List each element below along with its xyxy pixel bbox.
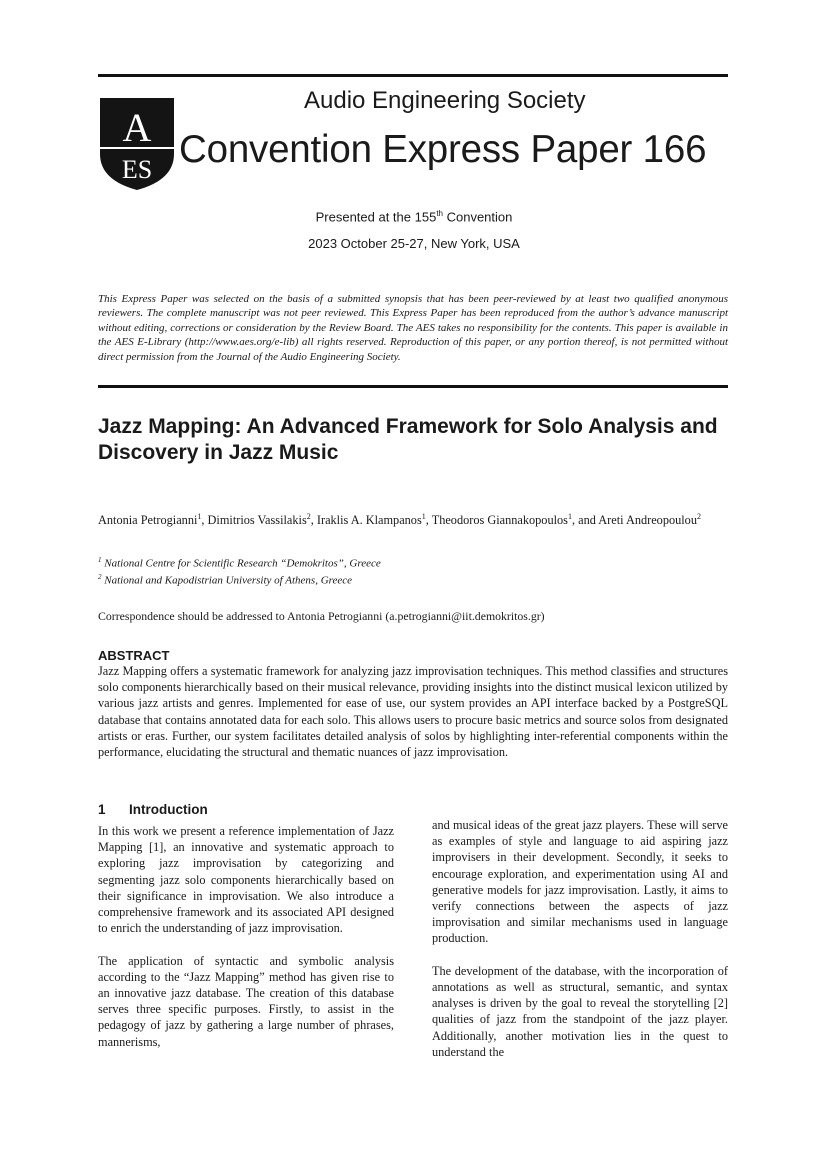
top-rule (98, 74, 728, 77)
author-affiliation-marker: 2 (696, 512, 701, 521)
author-affiliation-marker: 1 (567, 512, 572, 521)
affiliation-1: $^1$ National Centre for Scientific Research “Demokritos”, Greece (98, 556, 381, 570)
author-separator: , (425, 513, 432, 528)
society-name: Audio Engineering Society (304, 87, 586, 114)
section-heading-introduction: 1 Introduction (98, 802, 208, 817)
author-name: Dimitrios Vassilakis (207, 513, 307, 528)
paragraph: and musical ideas of the great jazz players. These will serve as examples of style and language to aid aspiring jazz improvisers in their development. Secondly, it seeks to encourage exploration, and experimentation using AI and generative models for jazz improvisation. Lastly, it aims to verify connections between the aspects of jazz improvisation and similar mechanisms used in language production. (432, 818, 728, 946)
author-separator: , (201, 513, 208, 528)
author-affiliation-marker: 1 (197, 512, 202, 521)
left-column (98, 823, 394, 1066)
abstract-heading: ABSTRACT (98, 648, 170, 663)
header-bottom-rule (98, 385, 728, 388)
express-paper-disclaimer: This Express Paper was selected on the basis of a submitted synopsis that has been peer-reviewed by at least two qualified anonymous reviewers. The complete manuscript was not peer reviewed. This Express Paper has been reproduced from the author’s advance manuscript without editing, corrections or consideration by the Review Board. The AES takes no responsibility for the contents. This paper is available in the AES E-Library (http://www.aes.org/e-lib) all rights reserved. Reproduction of this paper, or any portion thereof, is not permitted without direct permission from the Journal of the Audio Engineering Society. (98, 293, 728, 363)
convention-paper-title: Convention Express Paper 166 (179, 128, 707, 171)
affiliation-2: $^2$ National and Kapodistrian University of Athens, Greece (98, 573, 353, 587)
logo-top-letter: A (122, 105, 152, 150)
author-name: Antonia Petrogianni (98, 513, 198, 528)
convention-dates: 2023 October 25-27, New York, USA (308, 236, 520, 251)
correspondence-note: Correspondence should be addressed to Antonia Petrogianni (a.petrogianni@iit.demokritos.gr) (98, 609, 545, 623)
right-column (432, 817, 728, 1076)
author-affiliation-marker: 2 (306, 512, 311, 521)
author-separator: , and (571, 513, 599, 528)
paragraph: In this work we present a reference implementation of Jazz Mapping [1], an innovative and systematic approach to exploring jazz improvisation by categorizing and segmenting jazz solo components hierarchically based on their significance in improvisation. We also introduce a comprehensive framework and its associated API designed to enrich the understanding of jazz improvisation. (98, 824, 394, 936)
author-list (98, 508, 728, 529)
logo-bottom-letters: ES (121, 155, 153, 184)
author-separator: , (310, 513, 317, 528)
paragraph: The development of the database, with the incorporation of annotations as well as structural, semantic, and syntax analyses is driven by the goal to reveal the storytelling [2] qualities of jazz from the standpoint of the jazz player. Additionally, another motivation lies in the quest to understand the (432, 963, 728, 1059)
presented-at: Presented at the 155th Convention (315, 209, 513, 225)
abstract-text: Jazz Mapping offers a systematic framework for analyzing jazz improvisation techniques. This method classifies and structures solo components hierarchically based on their musical relevance, providing insights into the distinct musical lexicon utilized by various jazz artists and genres. Implemented for ease of use, our system provides an API interface backed by a PostgreSQL database that contains annotated data for each solo. This allows users to procure basic metrics and source solos from designated artists or eras. Further, our system facilitates detailed analysis of solos by highlighting inter-referential components within the performance, elucidating the structural and thematic nuances of jazz improvisation. (98, 664, 728, 760)
paragraph: The application of syntactic and symbolic analysis according to the “Jazz Mapping” method has given rise to an innovative jazz database. The creation of this database serves three specific purposes. Firstly, to assist in the pedagogy of jazz by gathering a large number of phrases, mannerisms, (98, 953, 394, 1049)
author-affiliation-marker: 1 (421, 512, 426, 521)
author-name: Theodoros Giannakopoulos (431, 513, 568, 528)
aes-logo (98, 96, 176, 192)
author-name: Iraklis A. Klampanos (316, 513, 422, 528)
author-name: Areti Andreopoulou (598, 513, 697, 528)
paper-title: Jazz Mapping: An Advanced Framework for Solo Analysis and Discovery in Jazz Music (98, 415, 718, 464)
